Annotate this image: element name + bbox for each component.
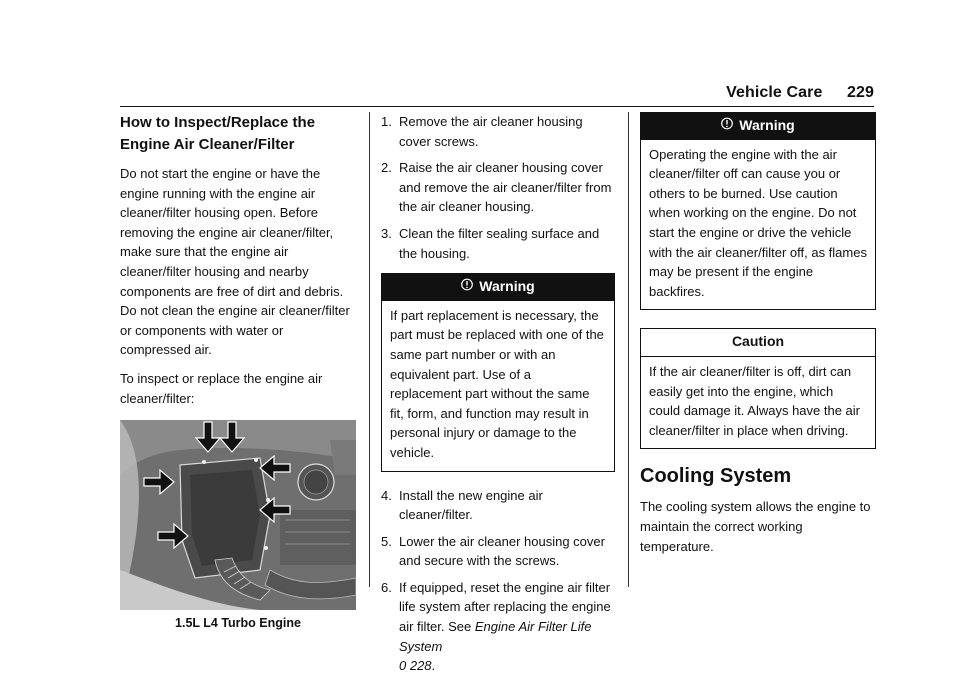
column-1 (120, 112, 356, 634)
column-divider (628, 112, 629, 587)
warning-header (641, 113, 875, 140)
step-text: Clean the filter sealing surface and the housing. (399, 225, 600, 261)
step-number: 3. (381, 225, 392, 241)
section-title: Vehicle Care (726, 84, 823, 101)
warning-icon (721, 116, 733, 136)
section-heading: Cooling System (640, 465, 792, 488)
warning-text: Operating the engine with the air cleaner/filter off can cause you or others to be burned. Use caution when working on the engine. Do not start the engine or drive the vehicle with the air cleaner/filter off, as flames may be present if the engine backfires. (649, 146, 867, 299)
step-number: 6. (381, 579, 392, 595)
step-number: 5. (381, 533, 392, 549)
step-text: Remove the air cleaner housing cover screws. (399, 114, 583, 149)
page-reference-link[interactable]: 0 228 (399, 658, 432, 674)
column-divider (369, 112, 370, 587)
list-item (381, 578, 615, 676)
step-number: 2. (381, 160, 392, 176)
column-2 (381, 112, 615, 683)
step-text: Raise the air cleaner housing cover and remove the air cleaner/filter from the air cleaner housing. (399, 160, 612, 215)
figure-caption: 1.5L L4 Turbo Engine (175, 616, 301, 631)
engine-illustration (120, 420, 356, 610)
section-text: The cooling system allows the engine to maintain the correct working temperature. (640, 499, 871, 554)
page-number: 229 (847, 84, 874, 101)
warning-header (382, 274, 614, 301)
list-item (381, 112, 615, 151)
warning-box (640, 112, 876, 310)
list-item (381, 158, 615, 217)
subsection-heading: How to Inspect/Replace the Engine Air Cleaner/Filter (120, 114, 316, 153)
column-3 (640, 112, 876, 565)
cross-reference-link[interactable]: Engine Air Filter Life System (399, 619, 592, 654)
step-text: If equipped, reset the engine air filter life system after replacing the engine air filter. See (399, 579, 611, 635)
steps-list (381, 486, 615, 676)
engine-figure (120, 420, 356, 610)
list-item (381, 532, 615, 571)
caution-header: Caution (641, 329, 875, 357)
warning-title: Warning (479, 278, 535, 295)
steps-list (381, 112, 615, 263)
step-text: Lower the air cleaner housing cover and secure with the screws. (399, 533, 605, 569)
header-rule (120, 106, 874, 107)
warning-text: If part replacement is necessary, the part must be replaced with one of the same part number or with an equivalent part. Use of a replacement part without the same fit, form, and function may result in personal injury or damage to the vehicle. (390, 307, 604, 460)
instruction-paragraph: To inspect or replace the engine air cleaner/filter: (120, 370, 323, 406)
step-text: Install the new engine air cleaner/filter. (399, 487, 543, 523)
caution-text: If the air cleaner/filter is off, dirt can easily get into the engine, which could damage it. Always have the air cleaner/filter in place when driving. (649, 363, 861, 438)
page-header (726, 84, 874, 102)
intro-paragraph: Do not start the engine or have the engine running with the engine air cleaner/filter housing open. Before removing the engine air cleaner/filter, make sure that the engine air cleaner/filter housing and nearby components are free of dirt and debris. Do not clean the engine air cleaner/filter or components with water or compressed air. (120, 166, 350, 358)
step-number: 1. (381, 114, 392, 129)
warning-box (381, 273, 615, 471)
list-item (381, 224, 615, 263)
list-item (381, 486, 615, 525)
warning-title: Warning (739, 117, 795, 133)
punctuation: . (431, 658, 436, 674)
warning-icon (461, 277, 473, 297)
step-number: 4. (381, 487, 392, 503)
caution-box (640, 328, 876, 449)
